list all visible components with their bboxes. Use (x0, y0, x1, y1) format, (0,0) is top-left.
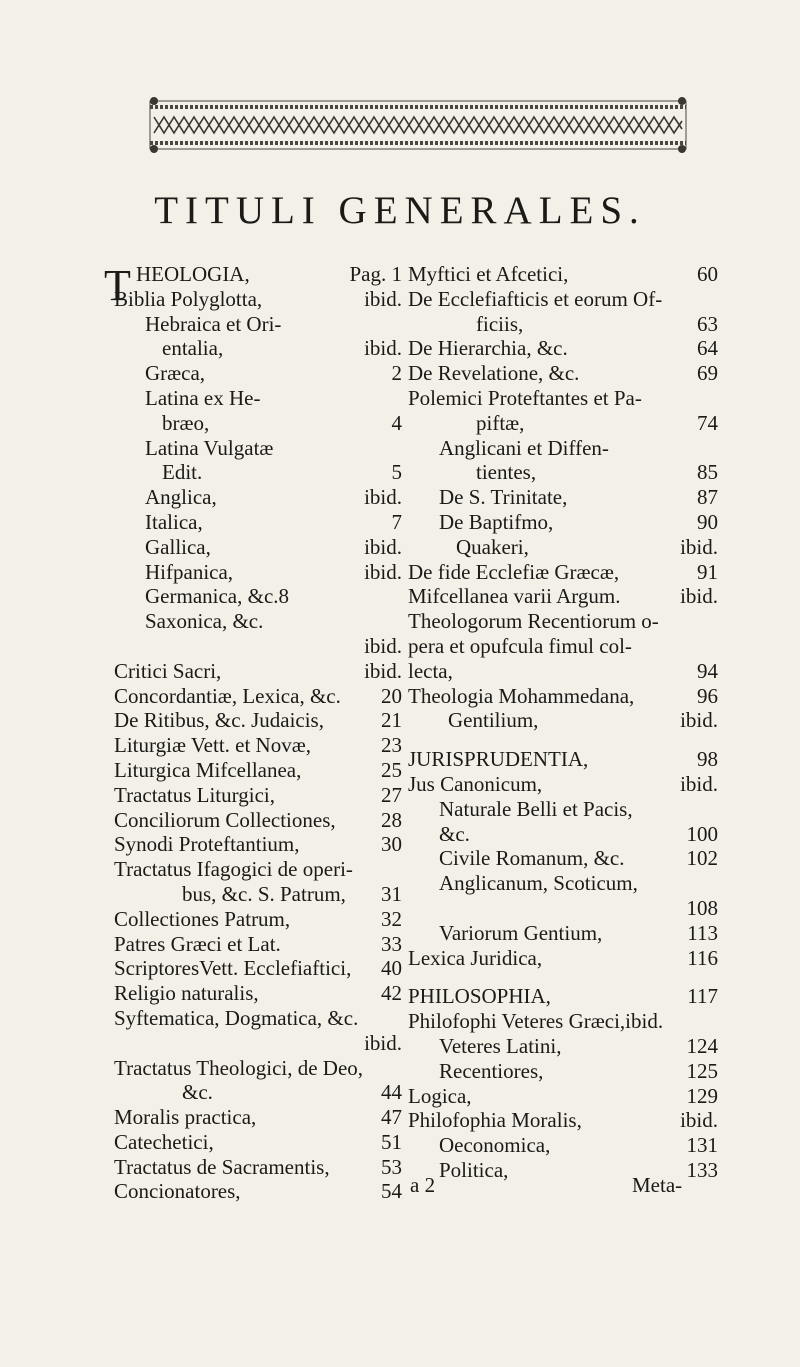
index-entry (408, 946, 718, 971)
index-entry (114, 857, 402, 882)
index-entry (408, 485, 718, 510)
index-entry (408, 708, 718, 733)
entry-page-number: ibid. (364, 633, 402, 658)
entry-page-number: 113 (687, 920, 718, 945)
entry-title: Liturgiæ Vett. et Novæ, (114, 733, 311, 758)
index-entry (114, 783, 402, 808)
entry-title: tientes, (476, 460, 537, 485)
entry-page-number: ibid. (680, 708, 718, 733)
entry-title: Mifcellanea varii Argum. (408, 584, 621, 609)
index-entry (408, 436, 718, 461)
index-entry (408, 287, 718, 312)
index-entry (408, 772, 718, 797)
entry-page-number: ibid. (364, 559, 402, 584)
entry-page-number: 69 (697, 361, 718, 386)
index-entry (114, 287, 402, 312)
index-entry (114, 312, 402, 337)
entry-page-number: 74 (697, 410, 718, 435)
index-entry (408, 871, 718, 896)
index-entry (114, 560, 402, 585)
entry-title: Syftematica, Dogmatica, &c. (114, 1005, 359, 1030)
index-entry (114, 336, 402, 361)
index-entry (408, 510, 718, 535)
index-entry (114, 510, 402, 535)
entry-title: Recentiores, (439, 1058, 544, 1083)
entry-title: pera et opufcula fimul col- (408, 633, 632, 658)
entry-page-number: 116 (687, 945, 718, 970)
section-gap (408, 733, 718, 747)
entry-title: Anglica, (145, 485, 217, 510)
index-entry (114, 733, 402, 758)
entry-title: Hifpanica, (145, 559, 234, 584)
index-entry (114, 708, 402, 733)
entry-title: JURISPRUDENTIA, (408, 747, 589, 772)
index-entry (114, 981, 402, 1006)
entry-page-number: 117 (687, 984, 718, 1009)
entry-title: Polemici Proteftantes et Pa- (408, 385, 642, 410)
index-entry (114, 584, 402, 609)
index-entry (114, 460, 402, 485)
entry-title: entalia, (162, 336, 224, 361)
index-entry (114, 1155, 402, 1180)
entry-page-number: 40 (381, 956, 402, 981)
entry-page-number: 85 (697, 460, 718, 485)
entry-page-number: 7 (391, 509, 402, 534)
entry-page-number: 129 (686, 1083, 718, 1108)
entry-page-number: 30 (381, 832, 402, 857)
index-entry (114, 361, 402, 386)
index-entry (114, 832, 402, 857)
entry-title: Germanica, &c.8 (145, 584, 290, 609)
entry-title: Latina ex He- (145, 385, 261, 410)
index-entry (114, 1006, 402, 1031)
index-entry (114, 1105, 402, 1130)
entry-title: piftæ, (476, 410, 525, 435)
index-entry (408, 1084, 718, 1109)
index-entry (408, 984, 718, 1009)
entry-page-number: 53 (381, 1154, 402, 1179)
entry-page-number: 25 (381, 757, 402, 782)
entry-title: Philofophi Veteres Græci,ibid. (408, 1009, 664, 1034)
index-entry (114, 386, 402, 411)
entry-page-number: ibid. (680, 534, 718, 559)
entry-title: Biblia Polyglotta, (114, 286, 263, 311)
entry-title: Gentilium, (448, 708, 539, 733)
catchword: Meta- (632, 1173, 683, 1197)
entry-page-number: ibid. (364, 534, 402, 559)
entry-title: Veteres Latini, (439, 1033, 562, 1058)
entry-title: Italica, (145, 509, 203, 534)
entry-title: Lexica Juridica, (408, 945, 543, 970)
index-entry (408, 460, 718, 485)
entry-title: Quakeri, (456, 534, 529, 559)
entry-page-number: ibid. (364, 1030, 402, 1055)
index-entry (408, 262, 718, 287)
entry-page-number: 131 (686, 1133, 718, 1158)
entry-title: Politica, (439, 1157, 509, 1182)
entry-title: Religio naturalis, (114, 981, 259, 1006)
entry-page-number: 2 (391, 361, 402, 386)
entry-page-number: ibid. (364, 286, 402, 311)
entry-page-number: ibid. (680, 584, 718, 609)
entry-title: Tractatus de Sacramentis, (114, 1154, 330, 1179)
entry-page-number: 47 (381, 1105, 402, 1130)
index-entry (408, 659, 718, 684)
entry-title: De Ritibus, &c. Judaicis, (114, 708, 324, 733)
index-entry (114, 1130, 402, 1155)
signature-mark: a 2 (410, 1173, 436, 1197)
entry-title: De Baptifmo, (439, 509, 554, 534)
entry-title: Collectiones Patrum, (114, 906, 291, 931)
entry-title: bus, &c. S. Patrum, (182, 881, 346, 906)
index-entry (408, 822, 718, 847)
header-ornament (148, 95, 688, 155)
left-column (104, 261, 402, 1204)
entry-page-number: 64 (697, 336, 718, 361)
entry-title: &c. (439, 821, 470, 846)
entry-title: Synodi Proteftantium, (114, 832, 300, 857)
drop-capital: T (104, 261, 131, 310)
entry-page-number: 87 (697, 485, 718, 510)
entry-title: De Hierarchia, &c. (408, 336, 568, 361)
index-entry (114, 907, 402, 932)
entry-title: Tractatus Theologici, de Deo, (114, 1055, 364, 1080)
entry-page-number: ibid. (364, 658, 402, 683)
entry-page-number: 96 (697, 683, 718, 708)
entry-title: De Ecclefiafticis et eorum Of- (408, 286, 663, 311)
entry-page-number: 5 (391, 460, 402, 485)
entry-title: Græca, (145, 361, 206, 386)
index-entry (114, 684, 402, 709)
entry-title: Civile Romanum, &c. (439, 846, 625, 871)
entry-page-number: 100 (686, 821, 718, 846)
index-entry (114, 411, 402, 436)
index-entry (114, 436, 402, 461)
entry-title: Theologorum Recentiorum o- (408, 609, 659, 634)
index-entry (408, 560, 718, 585)
entry-page-number: 42 (381, 981, 402, 1006)
entry-title: De Revelatione, &c. (408, 361, 580, 386)
entry-title: Tractatus Liturgici, (114, 782, 275, 807)
entry-page-number: 31 (381, 881, 402, 906)
entry-title: Variorum Gentium, (439, 920, 603, 945)
entry-page-number: 21 (381, 708, 402, 733)
entry-page-number: 54 (381, 1179, 402, 1204)
index-entry (408, 386, 718, 411)
entry-title: ficiis, (476, 311, 524, 336)
entry-page-number: 23 (381, 733, 402, 758)
entry-title: Conciliorum Collectiones, (114, 807, 336, 832)
right-column (408, 262, 718, 1183)
index-entry (408, 336, 718, 361)
entry-title: Saxonica, &c. (145, 609, 264, 634)
entry-page-number: 125 (686, 1058, 718, 1083)
entry-title: De fide Ecclefiæ Græcæ, (408, 559, 620, 584)
index-entry (114, 1031, 402, 1056)
entry-title: Logica, (408, 1083, 472, 1108)
entry-page-number: ibid. (680, 1108, 718, 1133)
index-entry (408, 609, 718, 634)
index-entry (114, 1056, 402, 1081)
entry-title: Concordantiæ, Lexica, &c. (114, 683, 341, 708)
index-entry (114, 932, 402, 957)
entry-title: Hebraica et Ori- (145, 311, 282, 336)
entry-page-number: ibid. (680, 771, 718, 796)
entry-title: Theologia Mohammedana, (408, 683, 635, 708)
entry-title: Philofophia Moralis, (408, 1108, 582, 1133)
index-entry (408, 1108, 718, 1133)
index-entry (408, 797, 718, 822)
entry-page-number: 4 (391, 410, 402, 435)
entry-title: &c. (182, 1080, 213, 1105)
entry-title: Catechetici, (114, 1129, 214, 1154)
index-entry (114, 758, 402, 783)
entry-page-number: 28 (381, 807, 402, 832)
entry-title: Edit. (162, 460, 203, 485)
entry-title: lecta, (408, 658, 453, 683)
index-entry (114, 808, 402, 833)
entry-title: Myftici et Afcetici, (408, 262, 569, 286)
index-entry (114, 485, 402, 510)
entry-title: Anglicani et Diffen- (439, 435, 609, 460)
entry-page-number: 20 (381, 683, 402, 708)
entry-page-number: 124 (686, 1033, 718, 1058)
entry-title: ScriptoresVett. Ecclefiaftici, (114, 956, 352, 981)
index-entry (408, 1009, 718, 1034)
entry-title: HEOLOGIA, (136, 262, 250, 286)
entry-page-number: 63 (697, 311, 718, 336)
entry-page-number: 94 (697, 658, 718, 683)
entry-title: Oeconomica, (439, 1133, 551, 1158)
index-entry (114, 609, 402, 634)
entry-page-number: 51 (381, 1129, 402, 1154)
entry-page-number: 27 (381, 782, 402, 807)
entry-page-number: ibid. (364, 485, 402, 510)
entry-page-number: 44 (381, 1080, 402, 1105)
index-entry (114, 956, 402, 981)
entry-title: Tractatus Ifagogici de operi- (114, 857, 353, 882)
page-title: TITULI GENERALES. (154, 189, 646, 232)
index-entry (114, 634, 402, 659)
index-entry (408, 584, 718, 609)
index-entry (114, 882, 402, 907)
entry-title: bræo, (162, 410, 210, 435)
index-entry (114, 659, 402, 684)
entry-page-number: 33 (381, 931, 402, 956)
index-entry (114, 535, 402, 560)
entry-title: Moralis practica, (114, 1105, 257, 1130)
index-entry (408, 1059, 718, 1084)
entry-title: Naturale Belli et Pacis, (439, 796, 633, 821)
entry-page-number: 108 (686, 895, 718, 920)
index-entry (408, 535, 718, 560)
section-gap (408, 970, 718, 984)
entry-title: Latina Vulgatæ (145, 435, 274, 460)
index-entry (408, 1034, 718, 1059)
index-entry (408, 846, 718, 871)
entry-title: Patres Græci et Lat. (114, 931, 281, 956)
index-entry (408, 361, 718, 386)
index-entry (114, 1179, 402, 1204)
index-entry (408, 747, 718, 772)
entry-page-number: ibid. (364, 336, 402, 361)
entry-title: Concionatores, (114, 1179, 241, 1204)
entry-title: Liturgica Mifcellanea, (114, 757, 302, 782)
entry-title: Gallica, (145, 534, 211, 559)
entry-page-number: 91 (697, 559, 718, 584)
entry-page-number: Pag. 1 (349, 262, 402, 286)
entry-title: Anglicanum, Scoticum, (439, 871, 638, 896)
index-entry (114, 1080, 402, 1105)
index-entry (408, 684, 718, 709)
entry-page-number: 98 (697, 747, 718, 772)
entry-title: PHILOSOPHIA, (408, 984, 551, 1009)
index-entry (408, 312, 718, 337)
entry-title: Critici Sacri, (114, 658, 222, 683)
index-entry (408, 411, 718, 436)
entry-title: De S. Trinitate, (439, 485, 568, 510)
entry-page-number: 90 (697, 509, 718, 534)
entry-page-number: 133 (686, 1157, 718, 1182)
entry-title: Jus Canonicum, (408, 771, 543, 796)
entry-page-number: 32 (381, 906, 402, 931)
entry-page-number: 60 (697, 262, 718, 286)
entry-page-number: 102 (686, 846, 718, 871)
index-entry (408, 634, 718, 659)
index-entry (408, 1133, 718, 1158)
index-entry (408, 921, 718, 946)
index-entry (408, 896, 718, 921)
